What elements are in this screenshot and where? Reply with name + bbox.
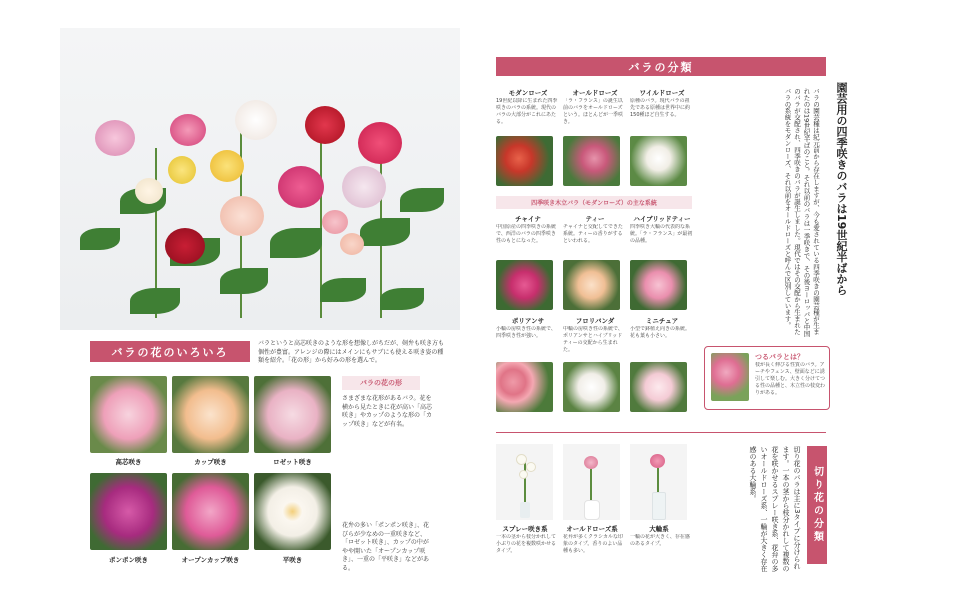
- class-title: チャイナ: [515, 215, 541, 223]
- rose-deep-pink: [170, 114, 206, 146]
- climbing-rose-body: 枝が長く伸びる性質のバラ。アーチやフェンス、壁面などに誘引して楽しむ。大きく分けてつる性の品種と、木立性の枝変わりがある。: [755, 362, 825, 396]
- form-label: オープンカップ咲き: [181, 556, 240, 564]
- class-title: フロリバンダ: [575, 317, 615, 325]
- vertical-heading: 園芸用の四季咲きのバラは19世紀半ばから: [835, 82, 848, 296]
- leaf: [130, 288, 180, 314]
- rose-lilac: [342, 166, 386, 208]
- form-label: カップ咲き: [194, 458, 227, 466]
- subhead-text: さまざまな花形があるバラ。花を横から見たときに花が高い「高芯咲き」やカップのような形の「カップ咲き」などが有名。: [342, 395, 433, 428]
- cut-flower-vertical: 切り花のバラは主に3タイプに分けられます。一本の茎から枝分かれして複数の花を咲かせるスプレー咲き系、花弁の多いオールドローズ系、一輪が大きく存在感のある大輪系。: [749, 446, 801, 572]
- hero-rose-photo: [60, 28, 460, 330]
- rose-red: [305, 106, 345, 144]
- class-body: 中輪の房咲き性の系統で、ポリアンサとハイブリッドティーの交配から生まれた。: [563, 326, 623, 353]
- photo-miniature: [630, 362, 687, 412]
- classification-title-bar: [496, 57, 826, 76]
- class-body: 19世紀以降に生まれた四季咲きのバラの系統。現代のバラの大部分がこれにあたる。: [496, 98, 558, 125]
- photo-large-flower: [630, 444, 687, 520]
- cut-flower-title: 切り花の分類: [811, 466, 823, 544]
- bottom-text: 花弁の多い「ポンポン咲き」、花びらが少なめの一重咲きなど、「ロゼット咲き」、カップの中がやや開いた「オープンカップ咲き」、一重の「平咲き」などがある。: [342, 522, 430, 572]
- rose-pink-small: [322, 210, 348, 234]
- cut-class-title: オールドローズ系: [566, 525, 618, 533]
- photo-wild-rose: [630, 136, 687, 186]
- photo-china: [496, 260, 553, 310]
- section-title: バラの花のいろいろ: [111, 345, 229, 359]
- leaf: [220, 268, 268, 294]
- climbing-rose-photo: [711, 353, 749, 401]
- photo-floribunda: [563, 362, 620, 412]
- class-body: 「ラ・フランス」の誕生以前のバラをオールドローズという。ほとんどが一季咲き。: [563, 98, 624, 125]
- class-title: ワイルドローズ: [639, 89, 685, 97]
- rose-white: [235, 100, 277, 140]
- rose-magenta: [358, 122, 402, 164]
- rose-cerise: [278, 166, 324, 208]
- class-title: ミニチュア: [645, 317, 679, 325]
- rose-cream: [135, 178, 163, 204]
- form-label: ポンポン咲き: [109, 556, 148, 564]
- class-body: 小型で鉢植え向きの系統。花も葉も小さい。: [630, 326, 691, 339]
- class-body: チャイナと交配してできた系統。ティーの香りがするといわれる。: [563, 224, 623, 244]
- rose-pink: [95, 120, 135, 156]
- class-title: モダンローズ: [508, 89, 548, 97]
- class-body: 小輪の房咲き性の系統で、四季咲き性が強い。: [496, 326, 556, 339]
- form-label: ロゼット咲き: [273, 458, 312, 466]
- climbing-rose-title: つるバラとは？: [755, 353, 804, 361]
- section-title-bar: [90, 341, 250, 362]
- rose-photo-high-center: [90, 376, 167, 453]
- rose-photo-cup: [172, 376, 249, 453]
- cut-flower-title-bar: [807, 446, 827, 564]
- divider: [496, 432, 826, 433]
- class-body: 四季咲き大輪の代表的な系統。「ラ・フランス」が最初の品種。: [630, 224, 693, 244]
- rose-apricot: [340, 233, 364, 255]
- class-body: 原種のバラ。現代バラの祖先である原種は世界中に約150種ほど自生する。: [630, 98, 691, 118]
- class-title: ポリアンサ: [511, 317, 545, 325]
- photo-tea: [563, 260, 620, 310]
- cut-class-title: スプレー咲き系: [502, 525, 548, 533]
- leaf: [270, 228, 322, 258]
- photo-old-rose-type: [563, 444, 620, 520]
- leaf: [400, 188, 444, 212]
- form-label: 高芯咲き: [115, 458, 142, 466]
- form-label: 平咲き: [282, 556, 303, 564]
- rose-peach: [220, 196, 264, 236]
- rose-photo-rosette: [254, 376, 331, 453]
- photo-old-rose: [563, 136, 620, 186]
- leaf: [380, 288, 424, 310]
- cut-class-body: 花弁が多くクラシカルな印象のタイプ。香りのよい品種も多い。: [563, 534, 624, 554]
- rose-photo-open-cup: [172, 473, 249, 550]
- cut-class-body: 一輪の花が大きく、存在感のあるタイプ。: [630, 534, 690, 547]
- rose-yellow: [210, 150, 244, 182]
- photo-hybrid-tea: [630, 260, 687, 310]
- photo-polyantha: [496, 362, 553, 412]
- class-body: 中国原産の四季咲きの系統で、西洋のバラの四季咲き性のもとになった。: [496, 224, 557, 244]
- rose-crimson: [165, 228, 205, 264]
- vertical-body: バラの園芸種は紀元前から存在しますが、今も愛されている四季咲きの園芸種が生まれたのは19世紀半ばのこと。それ以前のバラは一季咲きで、その後ヨーロッパと中国のバラが交配され、四季咲きのバラが誕生しました。現代ではその交配から生まれたバラの系統をモダンローズ、それ以前をオールドローズと呼んで区別しています。: [783, 88, 820, 337]
- rose-photo-pompon: [90, 473, 167, 550]
- subhead-modern-lineages: 四季咲き木立バラ（モダンローズ）の主な系統: [496, 196, 692, 209]
- cut-class-body: 一本の茎から枝分かれして小ぶりの花を複数咲かせるタイプ。: [496, 534, 557, 554]
- subhead-flower-form: バラの花の形: [342, 376, 420, 390]
- photo-spray: [496, 444, 553, 520]
- cut-class-title: 大輪系: [649, 525, 669, 533]
- class-title: ハイブリッドティー: [633, 215, 691, 223]
- intro-text: バラというと高芯咲きのような形を想像しがちだが、剣弁も咲き方も個性が豊富。アレンジの際にはメインにもサブにも使える咲き姿の種類を紹介。「花の形」から好みの形を選んで。: [258, 340, 445, 364]
- rose-photo-flat: [254, 473, 331, 550]
- class-title: ティー: [585, 215, 605, 223]
- leaf: [320, 278, 366, 302]
- climbing-rose-box: [704, 346, 830, 410]
- class-title: オールドローズ: [572, 89, 618, 97]
- rose-yellow: [168, 156, 196, 184]
- photo-modern-rose: [496, 136, 553, 186]
- leaf: [80, 228, 120, 250]
- classification-title: バラの分類: [628, 60, 694, 74]
- leaf: [360, 218, 410, 246]
